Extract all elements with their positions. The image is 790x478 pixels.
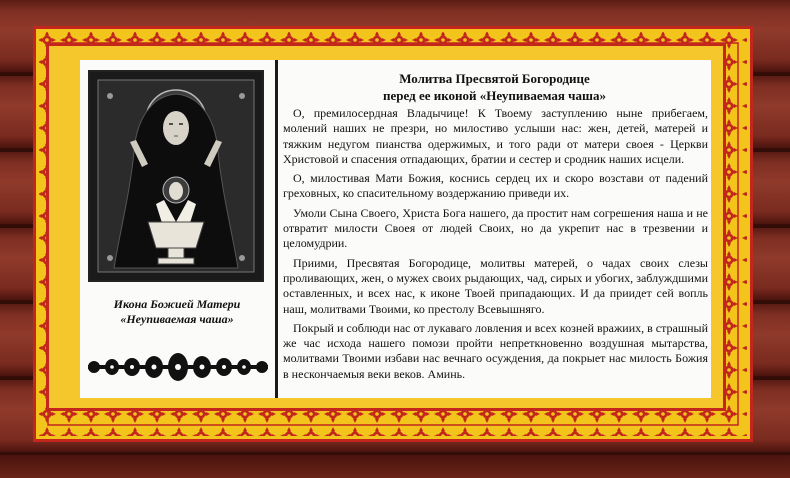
- prayer-title-line1: Молитва Пресвятой Богородице: [399, 71, 590, 86]
- prayer-paragraph: Умоли Сына Своего, Христа Бога нашего, да простит нам согрешения наша и не отвратит милости Своея от людей Своих, но да укрепит нас в трезвении и целомудрии.: [283, 205, 708, 251]
- icon-caption: [84, 297, 270, 327]
- floral-ornament-icon: [84, 345, 272, 389]
- prayer-text: [283, 106, 708, 386]
- prayer-paragraph: О, милостивая Мати Божия, коснись сердец их и скоро возстави от падений греховных, ко спасительному воздержанию приведи их.: [283, 171, 708, 201]
- log-wall-bottom: [0, 455, 790, 478]
- icon-image: [88, 70, 264, 282]
- theotokos-icon: [90, 72, 262, 280]
- icon-caption-line1: Икона Божией Матери: [113, 297, 241, 311]
- prayer-paragraph: Приими, Пресвятая Богородице, молитвы матерей, о чадах своих слезы проливающих, жен, о мужех своих рыдающих, чад, сирых и убогих, заблуждшими оставленных, и всех нас, к иконе Твоей припадающих. И да приидет сей вопль наш, молитвами Твоими, ко престолу Всевышняго.: [283, 255, 708, 316]
- prayer-paragraph: Покрый и соблюди нас от лукаваго ловления и всех козней вражиих, в страшный же час исхода нашего помози пройти непреткновенно воздушная мытарства, молитвами Твоими избави нас вечнаго осуждения, да покрыет нас милость Божия в нескончаемыя веки веков. Аминь.: [283, 320, 708, 381]
- prayer-title-line2: перед ее иконой «Неупиваемая чаша»: [383, 88, 606, 103]
- prayer-title: [282, 70, 707, 104]
- icon-caption-line2: «Неупиваемая чаша»: [120, 312, 234, 326]
- prayer-paragraph: О, премилосердная Владычице! К Твоему заступлению ныне прибегаем, молений наших не презри, но милостиво услыши нас: жен, детей, матерей и тяжким недугом пианства одержимых, и того ради от матери своея - Церкви Христовой и спасения отпадающих, братии и сестер и сродник наших исцели.: [283, 106, 708, 166]
